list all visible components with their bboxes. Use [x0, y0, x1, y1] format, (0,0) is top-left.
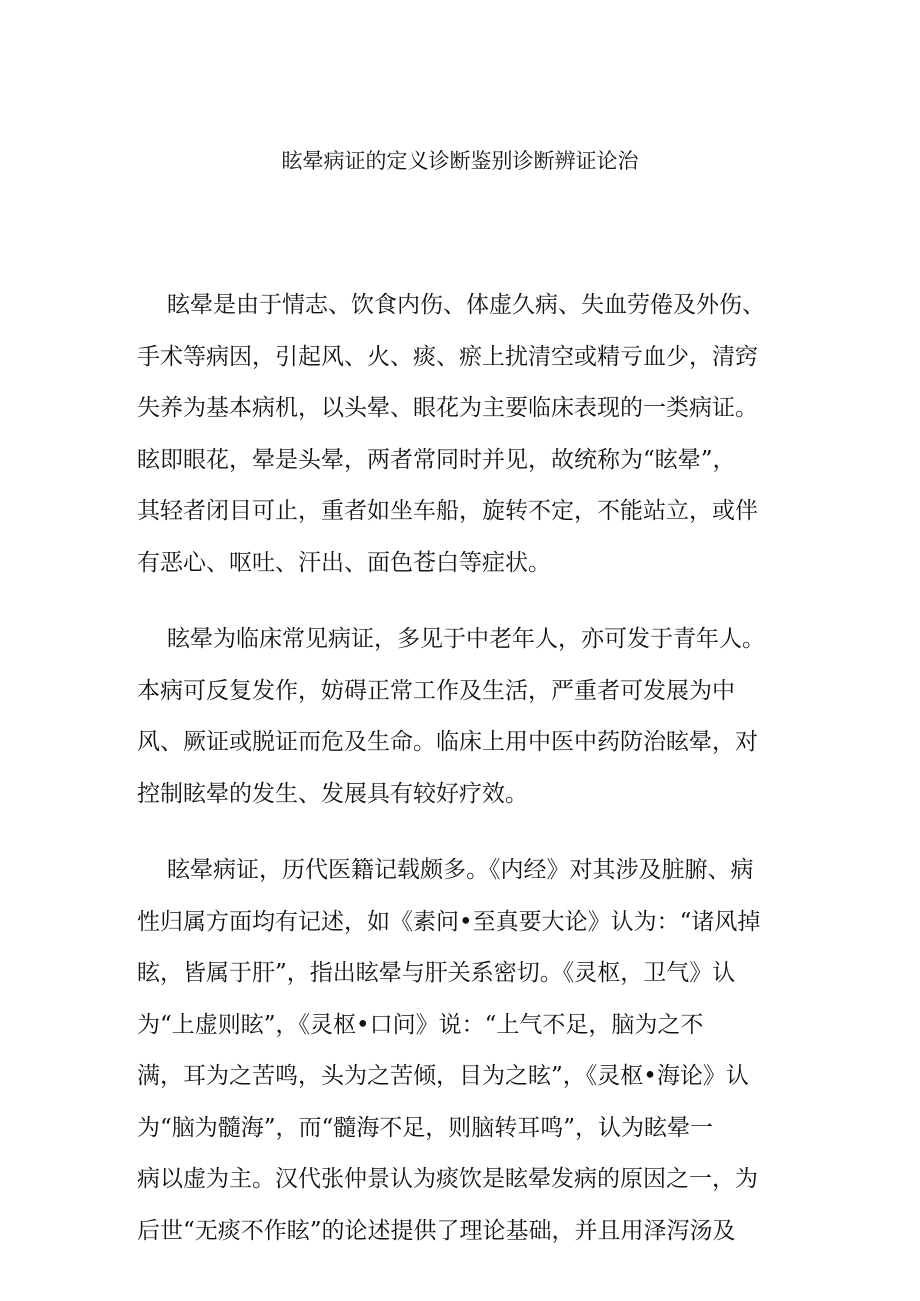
- text-line: 风、厥证或脱证而危及生命。临床上用中医中药防治眩晕，对: [137, 729, 758, 755]
- text-line: 病以虚为主。汉代张仲景认为痰饮是眩晕发病的原因之一，为: [137, 1166, 758, 1192]
- text-line: 有恶心、呕吐、汗出、面色苍白等症状。: [137, 549, 551, 576]
- text-line: 眩，皆属于肝”，指出眩晕与肝关系密切。《灵枢，卫气》认: [137, 960, 736, 986]
- text-line: 为“上虚则眩”，《灵枢•口问》说：“上气不足，脑为之不: [137, 1011, 704, 1038]
- text-line: 眩晕病证，历代医籍记载颇多。《内经》对其涉及脏腑、病: [167, 857, 754, 883]
- text-line: 本病可反复发作，妨碍正常工作及生活，严重者可发展为中: [137, 677, 735, 704]
- text-line: 眩即眼花，晕是头晕，两者常同时并见，故统称为“眩晕”，: [137, 446, 736, 473]
- text-line: 满，耳为之苦鸣，头为之苦倾，目为之眩”，《灵枢•海论》认: [137, 1063, 749, 1089]
- text-line: 眩晕为临床常见病证，多见于中老年人，亦可发于青年人。: [167, 626, 765, 652]
- paragraph-1: [137, 280, 787, 589]
- paragraph-3: [137, 845, 787, 1257]
- document-body: [137, 280, 787, 1282]
- text-line: 失养为基本病机，以头晕、眼花为主要临床表现的一类病证。: [137, 395, 758, 421]
- text-line: 眩晕是由于情志、饮食内伤、体虚久病、失血劳倦及外伤、: [167, 292, 765, 318]
- text-line: 手术等病因，引起风、火、痰、瘀上扰清空或精亏血少，清窍: [137, 343, 758, 370]
- text-line: 控制眩晕的发生、发展具有较好疗效。: [137, 780, 528, 807]
- text-line: 后世“无痰不作眩”的论述提供了理论基础，并且用泽泻汤及: [137, 1217, 736, 1244]
- paragraph-2: [137, 614, 787, 820]
- text-line: 其轻者闭目可止，重者如坐车船，旋转不定，不能站立，或伴: [137, 498, 758, 524]
- text-line: 性归属方面均有记述，如《素问•至真要大论》认为：“诸风掉: [137, 908, 761, 935]
- document-title: 眩晕病证的定义诊断鉴别诊断辨证论治: [281, 149, 639, 173]
- text-line: 为“脑为髓海”，而“髓海不足，则脑转耳鸣”，认为眩晕一: [137, 1114, 714, 1141]
